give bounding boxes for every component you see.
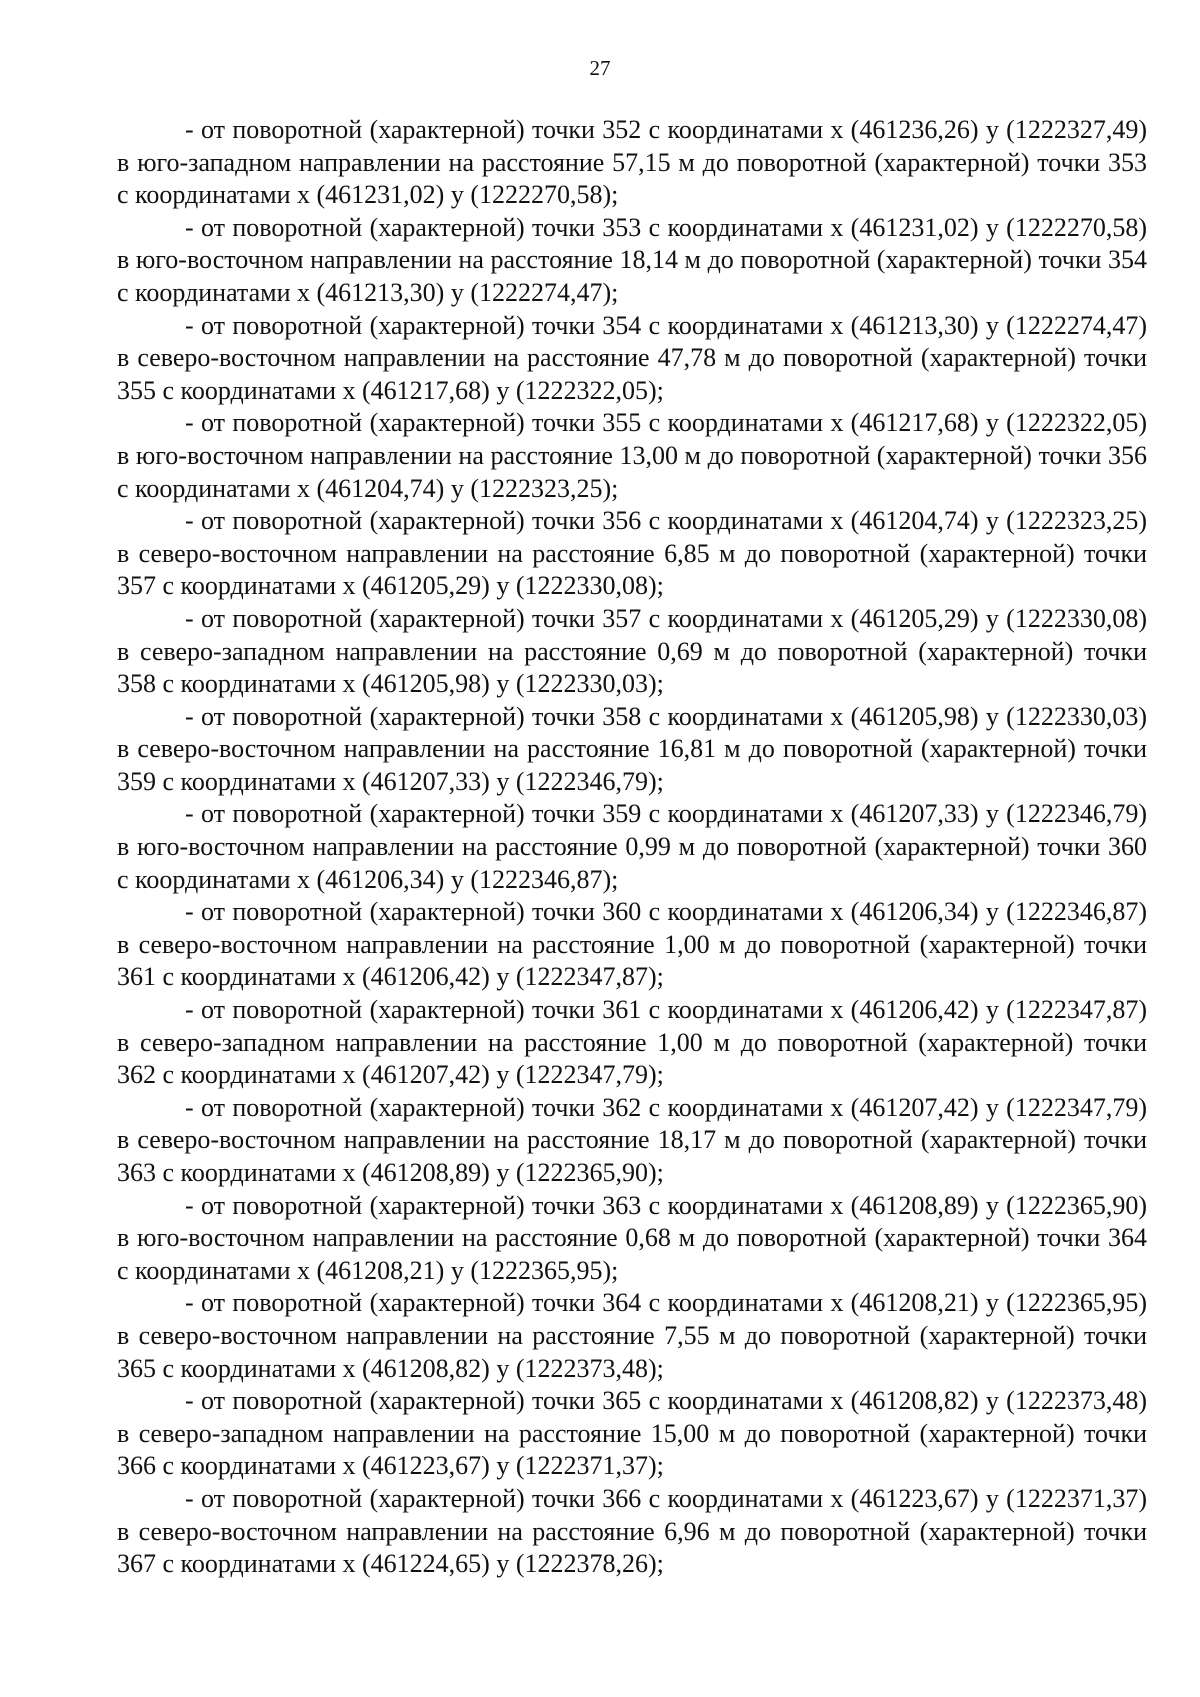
boundary-segment-paragraph: - от поворотной (характерной) точки 366 с координатами х (461223,67) у (1222371,37) в северо-восточном направлении на расстояние 6,96 м до поворотной (характерной) точки 367 с координатами х (461224,65) у (1222378,26); (117, 1483, 1147, 1579)
boundary-segment-paragraph: - от поворотной (характерной) точки 358 с координатами х (461205,98) у (1222330,03) в северо-восточном направлении на расстояние 16,81 м до поворотной (характерной) точки 359 с координатами х (461207,33) у (1222346,79); (117, 701, 1147, 796)
boundary-segment-paragraph: - от поворотной (характерной) точки 355 с координатами х (461217,68) у (1222322,05) в юго-восточном направлении на расстояние 13,00 м до поворотной (характерной) точки 356 с координатами х (461204,74) у (1222323,25); (117, 408, 1147, 503)
boundary-segment-paragraph: - от поворотной (характерной) точки 357 с координатами х (461205,29) у (1222330,08) в северо-западном направлении на расстояние 0,69 м до поворотной (характерной) точки 358 с координатами х (461205,98) у (1222330,03); (117, 603, 1147, 699)
boundary-segment-paragraph: - от поворотной (характерной) точки 362 с координатами х (461207,42) у (1222347,79) в северо-восточном направлении на расстояние 18,17 м до поворотной (характерной) точки 363 с координатами х (461208,89) у (1222365,90); (117, 1092, 1147, 1187)
boundary-segment-paragraph: - от поворотной (характерной) точки 360 с координатами х (461206,34) у (1222346,87) в северо-восточном направлении на расстояние 1,00 м до поворотной (характерной) точки 361 с координатами х (461206,42) у (1222347,87); (117, 897, 1147, 992)
boundary-segment-paragraph: - от поворотной (характерной) точки 352 с координатами х (461236,26) у (1222327,49) в юго-западном направлении на расстояние 57,15 м до поворотной (характерной) точки 353 с координатами х (461231,02) у (1222270,58); (117, 115, 1147, 210)
boundary-segment-paragraph: - от поворотной (характерной) точки 356 с координатами х (461204,74) у (1222323,25) в северо-восточном направлении на расстояние 6,85 м до поворотной (характерной) точки 357 с координатами х (461205,29) у (1222330,08); (117, 506, 1147, 601)
boundary-segment-paragraph: - от поворотной (характерной) точки 359 с координатами х (461207,33) у (1222346,79) в юго-восточном направлении на расстояние 0,99 м до поворотной (характерной) точки 360 с координатами х (461206,34) у (1222346,87); (117, 799, 1147, 894)
boundary-segment-paragraph: - от поворотной (характерной) точки 363 с координатами х (461208,89) у (1222365,90) в юго-восточном направлении на расстояние 0,68 м до поворотной (характерной) точки 364 с координатами х (461208,21) у (1222365,95); (117, 1190, 1147, 1285)
boundary-segment-paragraph: - от поворотной (характерной) точки 353 с координатами х (461231,02) у (1222270,58) в юго-восточном направлении на расстояние 18,14 м до поворотной (характерной) точки 354 с координатами х (461213,30) у (1222274,47); (117, 212, 1147, 307)
boundary-segment-paragraph: - от поворотной (характерной) точки 365 с координатами х (461208,82) у (1222373,48) в северо-западном направлении на расстояние 15,00 м до поворотной (характерной) точки 366 с координатами х (461223,67) у (1222371,37); (117, 1386, 1147, 1481)
page-number: 27 (589, 56, 611, 80)
document-body (117, 114, 1147, 1581)
boundary-segment-paragraph: - от поворотной (характерной) точки 364 с координатами х (461208,21) у (1222365,95) в северо-восточном направлении на расстояние 7,55 м до поворотной (характерной) точки 365 с координатами х (461208,82) у (1222373,48); (117, 1288, 1147, 1383)
boundary-segment-paragraph: - от поворотной (характерной) точки 354 с координатами х (461213,30) у (1222274,47) в северо-восточном направлении на расстояние 47,78 м до поворотной (характерной) точки 355 с координатами х (461217,68) у (1222322,05); (117, 310, 1147, 405)
boundary-segment-paragraph: - от поворотной (характерной) точки 361 с координатами х (461206,42) у (1222347,87) в северо-западном направлении на расстояние 1,00 м до поворотной (характерной) точки 362 с координатами х (461207,42) у (1222347,79); (117, 995, 1147, 1090)
